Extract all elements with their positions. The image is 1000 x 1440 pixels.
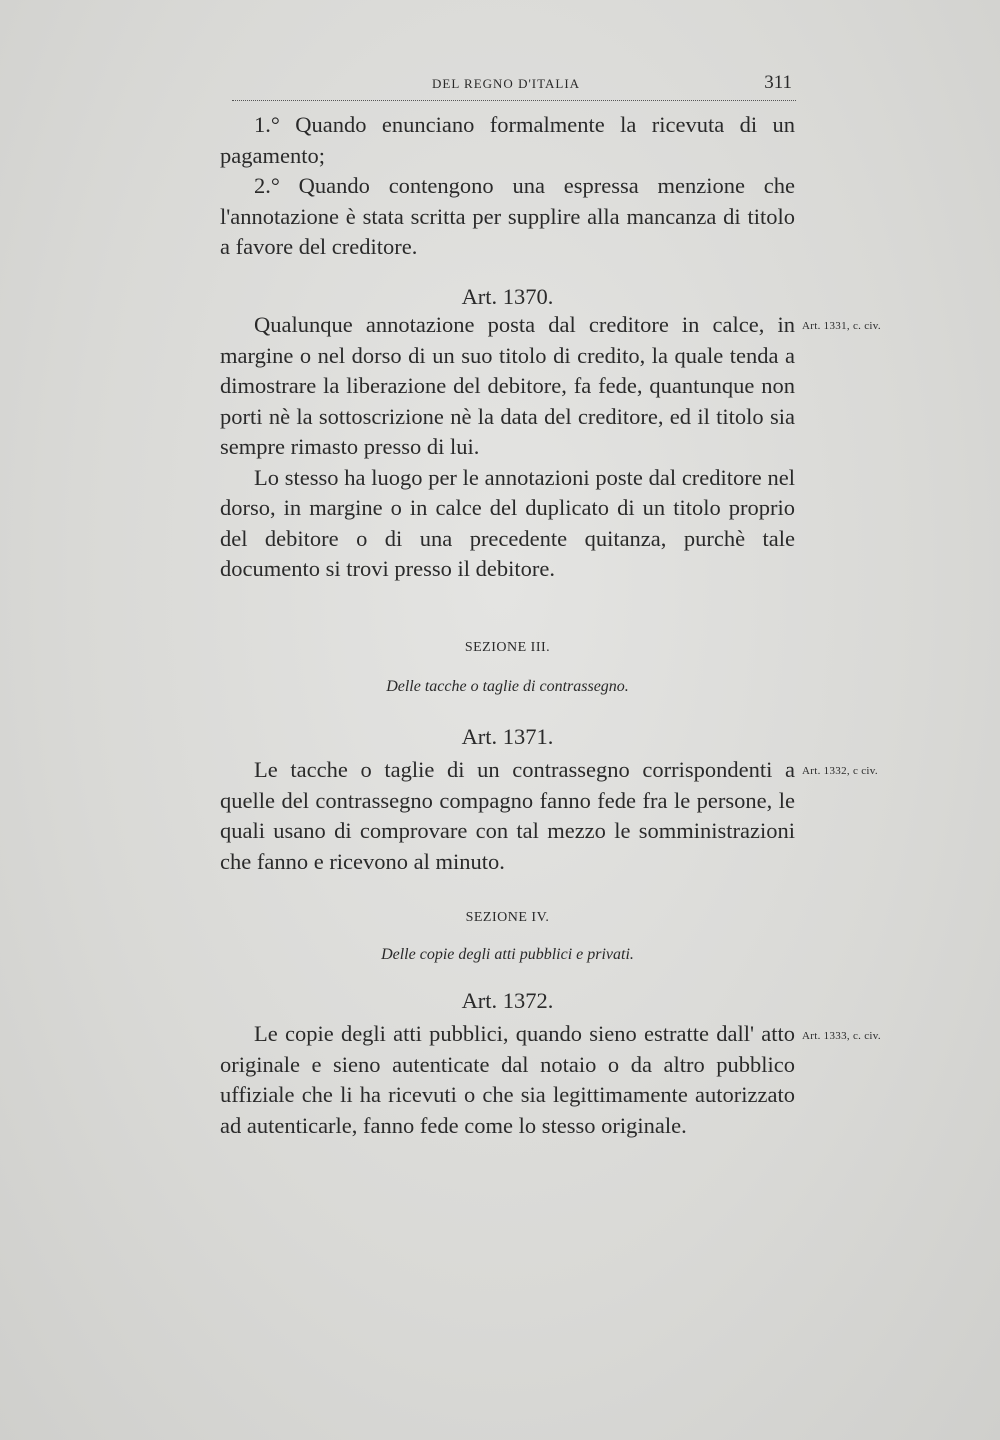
list-item-1: 1.° Quando enunciano formalmente la ricevuta di un pagamento; [220, 112, 795, 168]
section-4-subtitle: Delle copie degli atti pubblici e privati. [381, 946, 634, 963]
continuation-block [220, 110, 795, 263]
page-number: 311 [764, 72, 792, 93]
section-3-label: SEZIONE III. [464, 640, 551, 655]
page-header [232, 70, 796, 101]
article-1370-title: Art. 1370. [461, 284, 554, 309]
article-1371-title: Art. 1371. [461, 724, 554, 749]
section-3-subtitle: Delle tacche o taglie di contrassegno. [386, 678, 629, 695]
list-item-2: 2.° Quando contengono una espressa menzione che l'annotazione è stata scritta per supplire alla mancanza di titolo a favore del creditore. [220, 173, 795, 259]
section-4-label: SEZIONE IV. [465, 910, 550, 925]
article-1371-paragraph-1: Le tacche o taglie di un contrassegno corrispondenti a quelle del contrassegno compagno fanno fede fra le persone, le quali usano di comprovare con tal mezzo le somministrazioni che fanno e ricevono al minuto. [220, 757, 795, 874]
article-1371-margin-note: Art. 1332, c civ. [802, 765, 878, 777]
article-1372-body [220, 1019, 795, 1141]
running-head: DEL REGNO D'ITALIA [432, 76, 581, 91]
article-1372-margin-note: Art. 1333, c. civ. [802, 1030, 881, 1042]
article-1372-title: Art. 1372. [461, 988, 554, 1013]
article-1370-body [220, 310, 795, 585]
article-1372-paragraph-1: Le copie degli atti pubblici, quando sieno estratte dall' atto originale e sieno autenticate dal notaio o da altro pubblico uffiziale che li ha ricevuti o che sia legittimamente autorizzato ad autenticarle, fanno fede come lo stesso originale. [220, 1021, 795, 1138]
article-1370-paragraph-2: Lo stesso ha luogo per le annotazioni poste dal creditore nel dorso, in margine o in calce del duplicato di un titolo proprio del debitore o di una precedente quitanza, purchè tale documento si trovi presso il debitore. [220, 464, 795, 581]
article-1370-paragraph-1: Qualunque annotazione posta dal creditore in calce, in margine o nel dorso di un suo titolo di credito, la quale tenda a dimostrare la liberazione del debitore, fa fede, quantunque non porti nè la sottoscrizione nè la data del creditore, ed il titolo sia sempre rimasto presso di lui. [220, 312, 795, 459]
article-1370-margin-note: Art. 1331, c. civ. [802, 320, 881, 332]
article-1371-body [220, 755, 795, 877]
